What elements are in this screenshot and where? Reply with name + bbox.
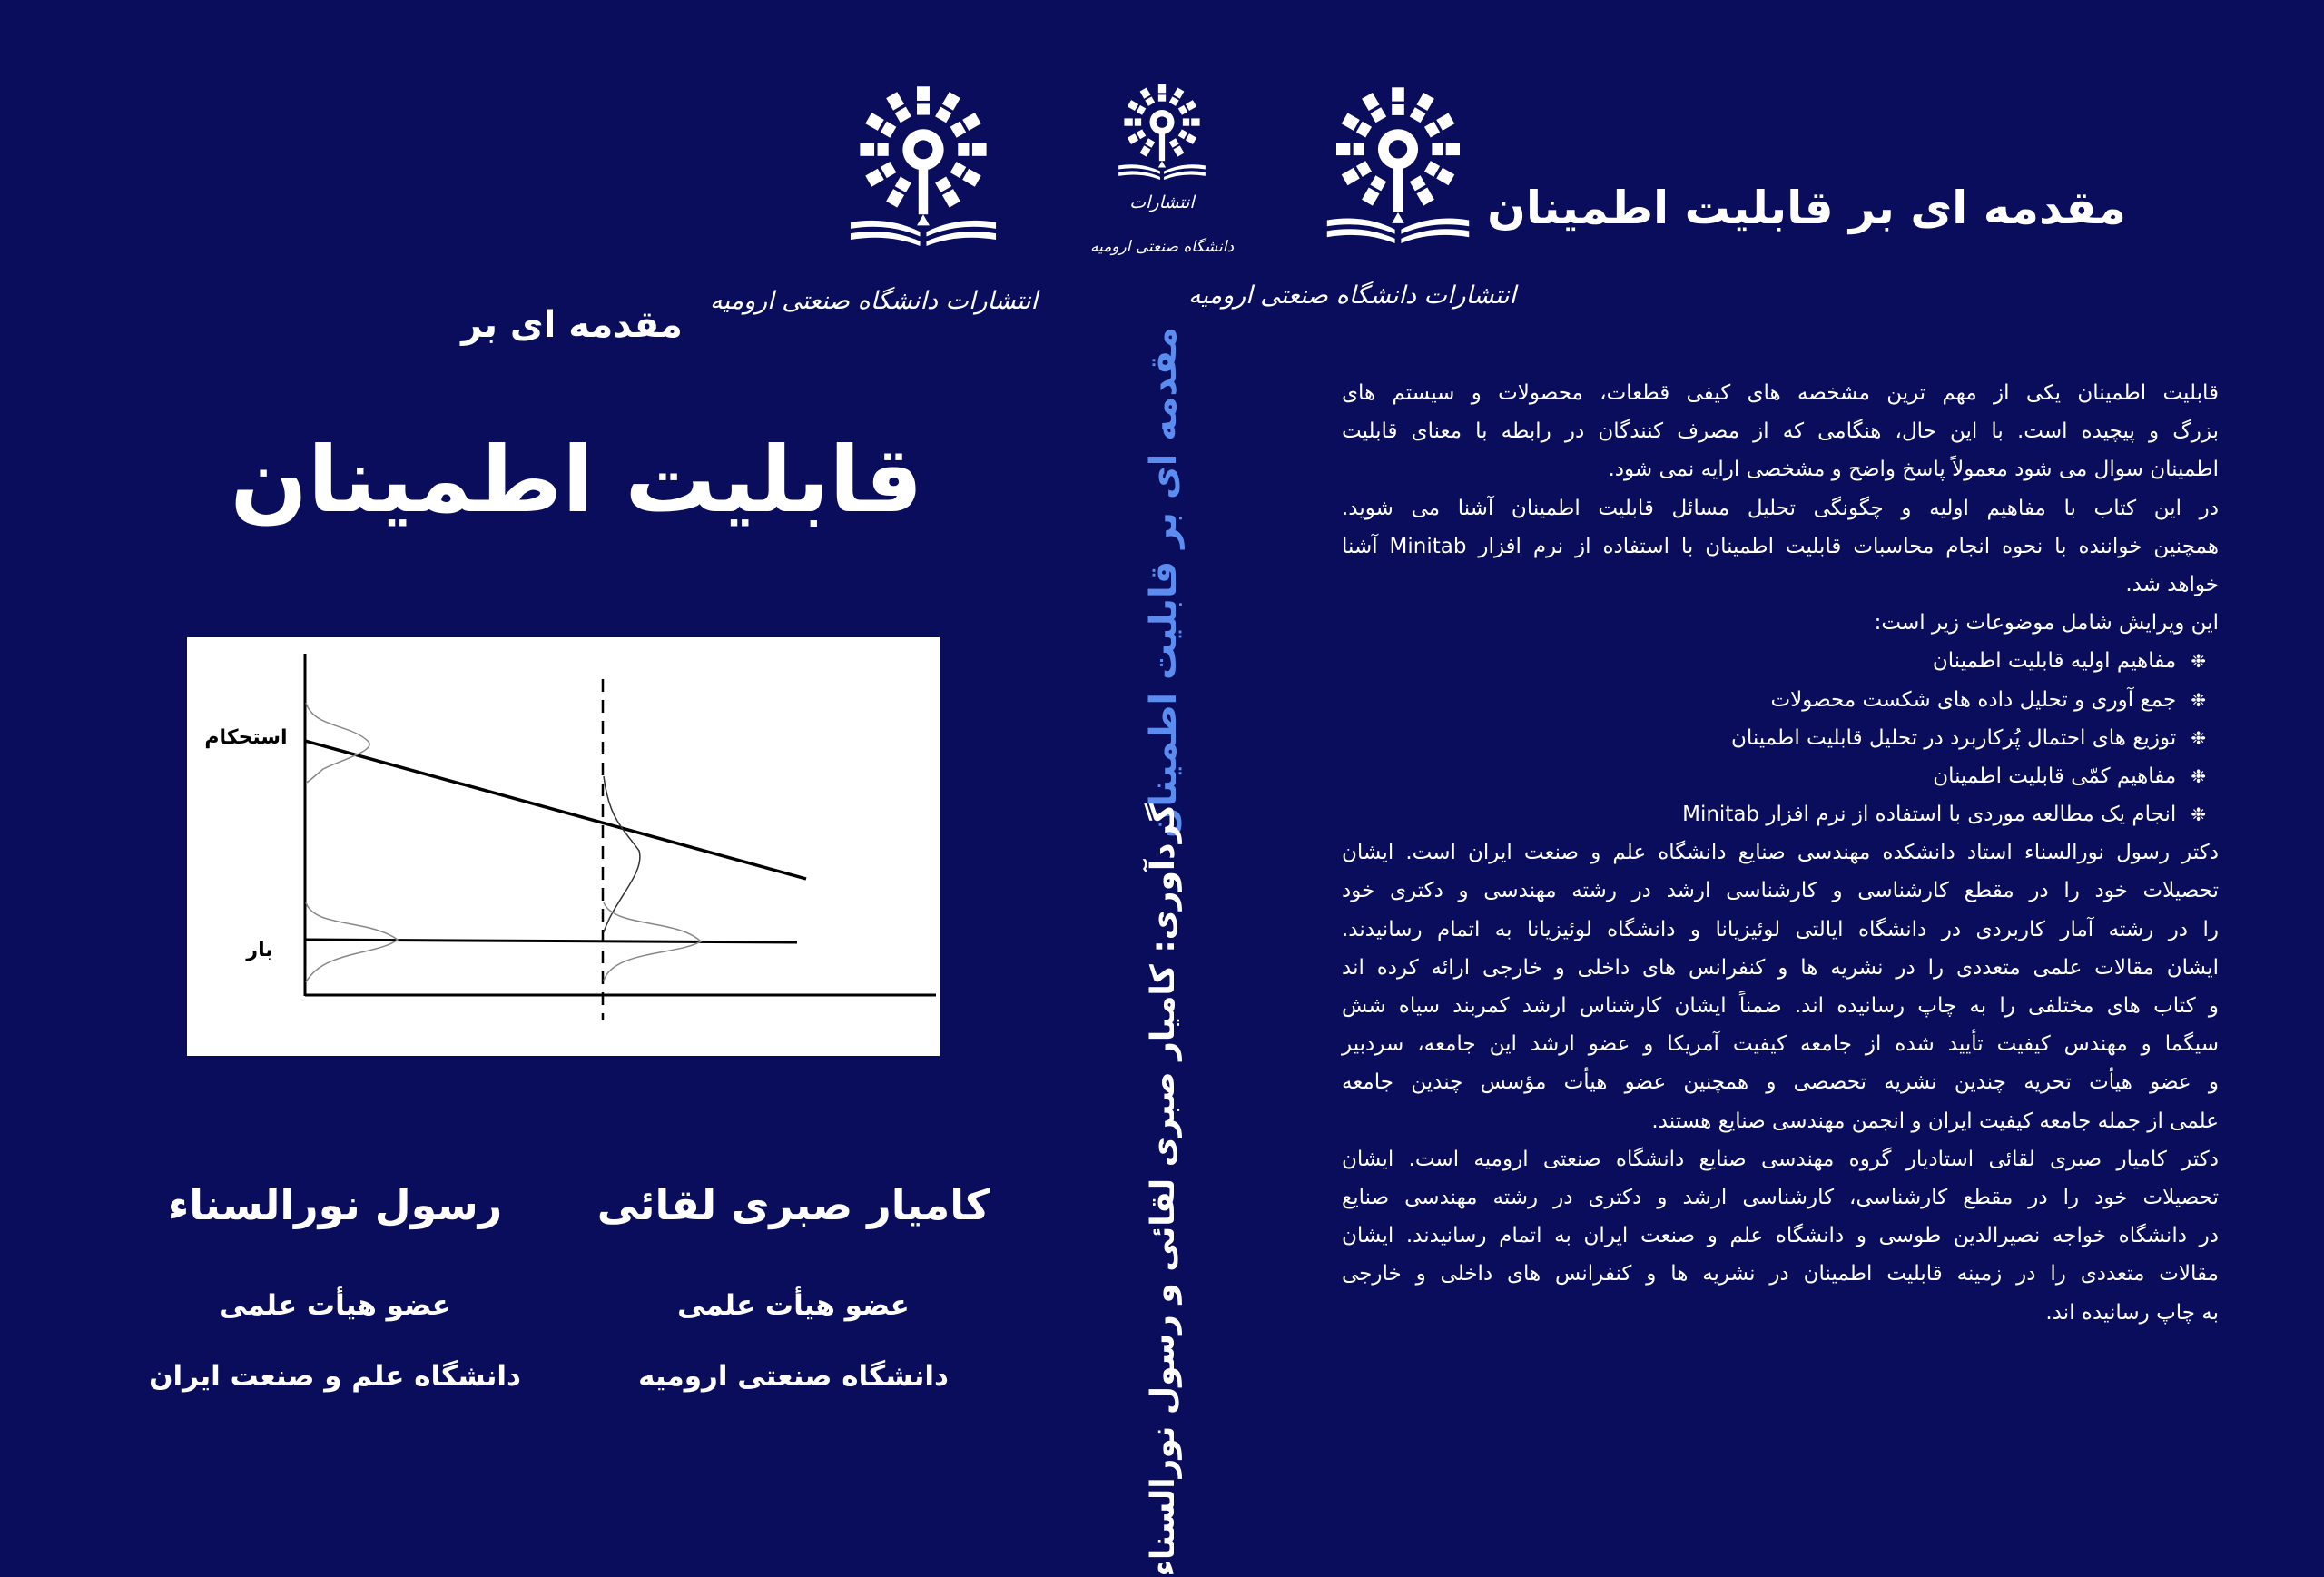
bio-line: تحصیلات خود را در مقطع کارشناسی، کارشناسی ارشد و دکتری در رشته مهندسی صنایع: [1342, 1185, 2219, 1209]
author-name-1: کامیار صبری لقائی: [596, 1180, 990, 1229]
stress-strength-diagram: [187, 637, 940, 1056]
back-cover-description: [1342, 374, 2219, 1332]
description-line: بزرگ و پیچیده است. با این حال، هنگامی که از مصرف کنندگان در رابطه با معنای قابلیت: [1342, 419, 2219, 444]
topic-text: انجام یک مطالعه موردی با استفاده از نرم افزار Minitab: [1682, 803, 2177, 827]
front-title: قابلیت اطمینان: [230, 427, 923, 533]
front-publisher-name: انتشارات دانشگاه صنعتی ارومیه: [709, 287, 1038, 315]
bullet-icon: ❉: [2191, 650, 2206, 673]
topic-text: جمع آوری و تحلیل داده های شکست محصولات: [1770, 687, 2177, 712]
description-line: قابلیت اطمینان یکی از مهم ترین مشخصه های کیفی قطعات، محصولات و سیستم های: [1342, 381, 2219, 405]
bullet-icon: ❉: [2191, 764, 2206, 787]
bio-line: ایشان مقالات علمی متعددی را در نشریه ها و کنفرانس های داخلی و خارجی ارائه کرده اند: [1342, 955, 2219, 980]
bio-line: به چاپ رسانیده اند.: [2045, 1300, 2219, 1325]
topic-item: [1342, 757, 2219, 795]
topic-item: [1342, 719, 2219, 757]
author-affiliation-1: دانشگاه صنعتی ارومیه: [638, 1360, 949, 1393]
author-role-2: عضو هیأت علمی: [219, 1289, 451, 1322]
bio-line: را در رشته آمار کاربردی در دانشگاه ایالتی لوئیزیانا و دانشگاه لوئیزیانا به اتمام رسانیدند.: [1342, 917, 2219, 941]
topics-heading: این ویرایش شامل موضوعات زیر است:: [1874, 611, 2219, 636]
bio-line: و کتاب های مختلفی را به چاپ رسانیده اند. ضمناً ایشان کارشناس ارشد کمربند سیاه شش: [1342, 994, 2219, 1018]
front-publisher-logo-icon: [844, 80, 1002, 254]
topic-text: مفاهیم کمّی قابلیت اطمینان: [1933, 764, 2177, 788]
description-line: خواهد شد.: [2125, 572, 2219, 596]
load-line: [305, 940, 797, 942]
topic-item: [1342, 642, 2219, 680]
bullet-icon: ❉: [2191, 803, 2206, 826]
strength-line: [305, 741, 806, 879]
spine-publisher-logo-icon: [1115, 80, 1209, 185]
author-role-1: عضو هیأت علمی: [677, 1289, 910, 1322]
topic-text: مفاهیم اولیه قابلیت اطمینان: [1932, 649, 2177, 674]
author-affiliation-2: دانشگاه علم و صنعت ایران: [149, 1360, 521, 1393]
topic-item: [1342, 681, 2219, 719]
description-line: همچنین خواننده با نحوه انجام محاسبات قابلیت اطمینان با استفاده از نرم افزار Minitab آشنا: [1342, 534, 2219, 558]
description-line: اطمینان سوال می شود معمولاً پاسخ واضح و مشخصی ارایه نمی شود.: [1608, 458, 2219, 482]
load-distribution-initial: [306, 902, 398, 982]
spine-authors: گردآوری: کامیار صبری لقائی و رسول نورالسناء: [1145, 803, 1182, 1577]
bio-line: تحصیلات خود را در مقطع کارشناسی و کارشناسی ارشد در رشته مهندسی و دکتری خود: [1342, 879, 2219, 903]
bio-line: در دانشگاه خواجه نصیرالدین طوسی و دانشگاه علم و صنعت ایران به اتمام رسانیدند. ایشان: [1342, 1224, 2219, 1248]
strength-label: استحکام: [204, 726, 288, 749]
description-line: در این کتاب با مفاهیم اولیه و چگونگی تحلیل مسائل قابلیت اطمینان آشنا می شوید.: [1342, 496, 2219, 520]
bio-line: علمی از جمله جامعه کیفیت ایران و انجمن مهندسی صنایع هستند.: [1651, 1109, 2219, 1133]
back-publisher-name: انتشارات دانشگاه صنعتی ارومیه: [1187, 281, 1516, 310]
bio-line: و عضو هیأت تحریه چندین نشریه تحصصی و همچنین عضو هیأت مؤسس چندین جامعه: [1342, 1070, 2219, 1095]
bio-line: دکتر کامیار صبری لقائی استادیار گروه مهندسی صنایع دانشگاه صنعتی ارومیه است. ایشان: [1342, 1147, 2219, 1171]
bio-line: مقالات متعددی را در زمینه قابلیت اطمینان در نشریه ها و کنفرانس های داخلی و خارجی: [1342, 1262, 2219, 1286]
bullet-icon: ❉: [2191, 726, 2206, 749]
bio-line: دکتر رسول نورالسناء استاد دانشکده مهندسی صنایع دانشگاه علم و صنعت ایران است. ایشان: [1342, 841, 2219, 865]
front-subtitle: مقدمه ای بر: [461, 304, 683, 346]
spine-publisher-line1: انتشارات: [1129, 192, 1195, 212]
author-name-2: رسول نورالسناء: [167, 1180, 503, 1229]
spine-title: مقدمه ای بر قابلیت اطمینان: [1143, 327, 1185, 838]
load-label: بار: [246, 939, 273, 961]
spine-publisher-line2: دانشگاه صنعتی ارومیه: [1089, 238, 1235, 256]
back-cover-title: مقدمه ای بر قابلیت اطمینان: [1487, 182, 2126, 234]
strength-distribution-later: [604, 776, 640, 932]
bio-line: سیگما و مهندس کیفیت تأیید شده از جامعه کیفیت آمریکا و عضو ارشد این جامعه، سردبیر: [1342, 1032, 2219, 1057]
topic-text: توزیع های احتمال پُرکاربرد در تحلیل قابلیت اطمینان: [1730, 725, 2177, 750]
topic-item: [1342, 795, 2219, 833]
bullet-icon: ❉: [2191, 688, 2206, 711]
